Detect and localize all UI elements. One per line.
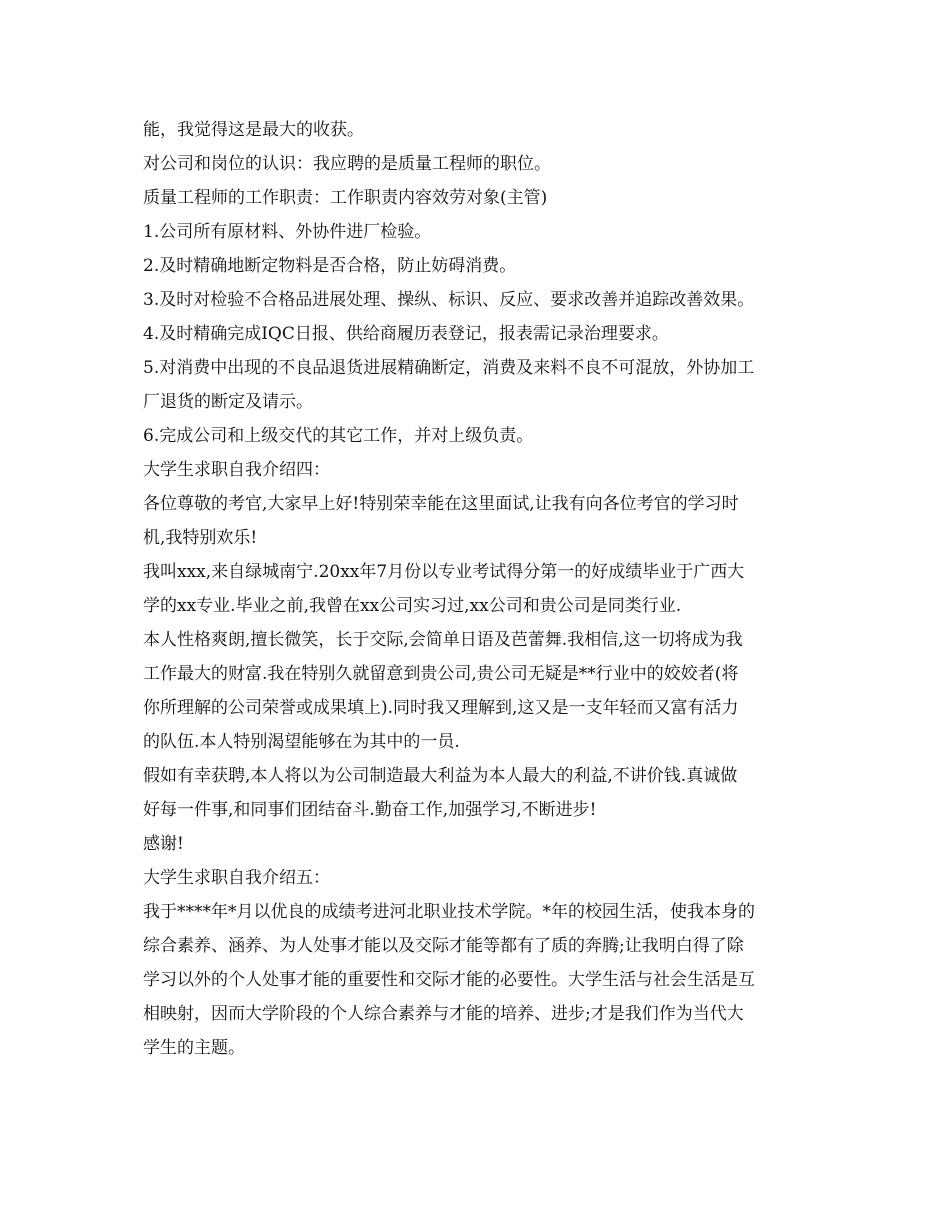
section-heading: 大学生求职自我介绍五： [143, 868, 330, 888]
text-line: 我叫xxx,来自绿城南宁.20xx年7月份以专业考试得分第一的好成绩毕业于广西大 [143, 562, 745, 582]
text-line: 你所理解的公司荣誉或成果填上).同时我又理解到,这又是一支年轻而又富有活力 [143, 698, 739, 718]
text-line: 假如有幸获聘,本人将以为公司制造最大利益为本人最大的利益,不讲价钱.真诚做 [143, 766, 738, 786]
text-line: 的队伍.本人特别渴望能够在为其中的一员. [143, 732, 460, 752]
section-heading: 大学生求职自我介绍四： [143, 460, 330, 480]
text-line: 厂退货的断定及请示。 [143, 392, 313, 412]
document-body [143, 113, 823, 1065]
text-line: 1.公司所有原材料、外协件进厂检验。 [143, 222, 432, 242]
text-line: 相映射，因而大学阶段的个人综合素养与才能的培养、进步;才是我们作为当代大 [143, 1004, 744, 1024]
text-line: 质量工程师的工作职责：工作职责内容效劳对象(主管) [143, 188, 548, 208]
text-line: 学生的主题。 [143, 1038, 245, 1058]
text-line: 4.及时精确完成IQC日报、供给商履历表登记，报表需记录治理要求。 [143, 324, 669, 344]
text-line: 学习以外的个人处事才能的重要性和交际才能的必要性。大学生活与社会生活是互 [143, 970, 755, 990]
text-line: 好每一件事,和同事们团结奋斗.勤奋工作,加强学习,不断进步! [143, 800, 597, 820]
text-line: 3.及时对检验不合格品进展处理、操纵、标识、反应、要求改善并追踪改善效果。 [143, 290, 755, 310]
text-line: 2.及时精确地断定物料是否合格，防止妨碍消费。 [143, 256, 517, 276]
text-line: 学的xx专业.毕业之前,我曾在xx公司实习过,xx公司和贵公司是同类行业. [143, 596, 682, 616]
text-line: 我于****年*月以优良的成绩考进河北职业技术学院。*年的校园生活，使我本身的 [143, 902, 755, 922]
text-line: 本人性格爽朗,擅长微笑，长于交际,会简单日语及芭蕾舞.我相信,这一切将成为我 [143, 630, 743, 650]
text-line: 对公司和岗位的认识：我应聘的是质量工程师的职位。 [143, 154, 551, 174]
text-line: 机,我特别欢乐! [143, 528, 258, 548]
text-line: 综合素养、涵养、为人处事才能以及交际才能等都有了质的奔腾;让我明白得了除 [143, 936, 744, 956]
text-line: 5.对消费中出现的不良品退货进展精确断定，消费及来料不良不可混放，外协加工 [143, 358, 755, 378]
text-line: 能，我觉得这是最大的收获。 [143, 120, 364, 140]
text-line: 6.完成公司和上级交代的其它工作，并对上级负责。 [143, 426, 534, 446]
text-line: 各位尊敬的考官,大家早上好!特别荣幸能在这里面试,让我有向各位考官的学习时 [143, 494, 739, 514]
text-line: 感谢! [143, 834, 184, 854]
text-line: 工作最大的财富.我在特别久就留意到贵公司,贵公司无疑是**行业中的姣姣者(将 [143, 664, 739, 684]
